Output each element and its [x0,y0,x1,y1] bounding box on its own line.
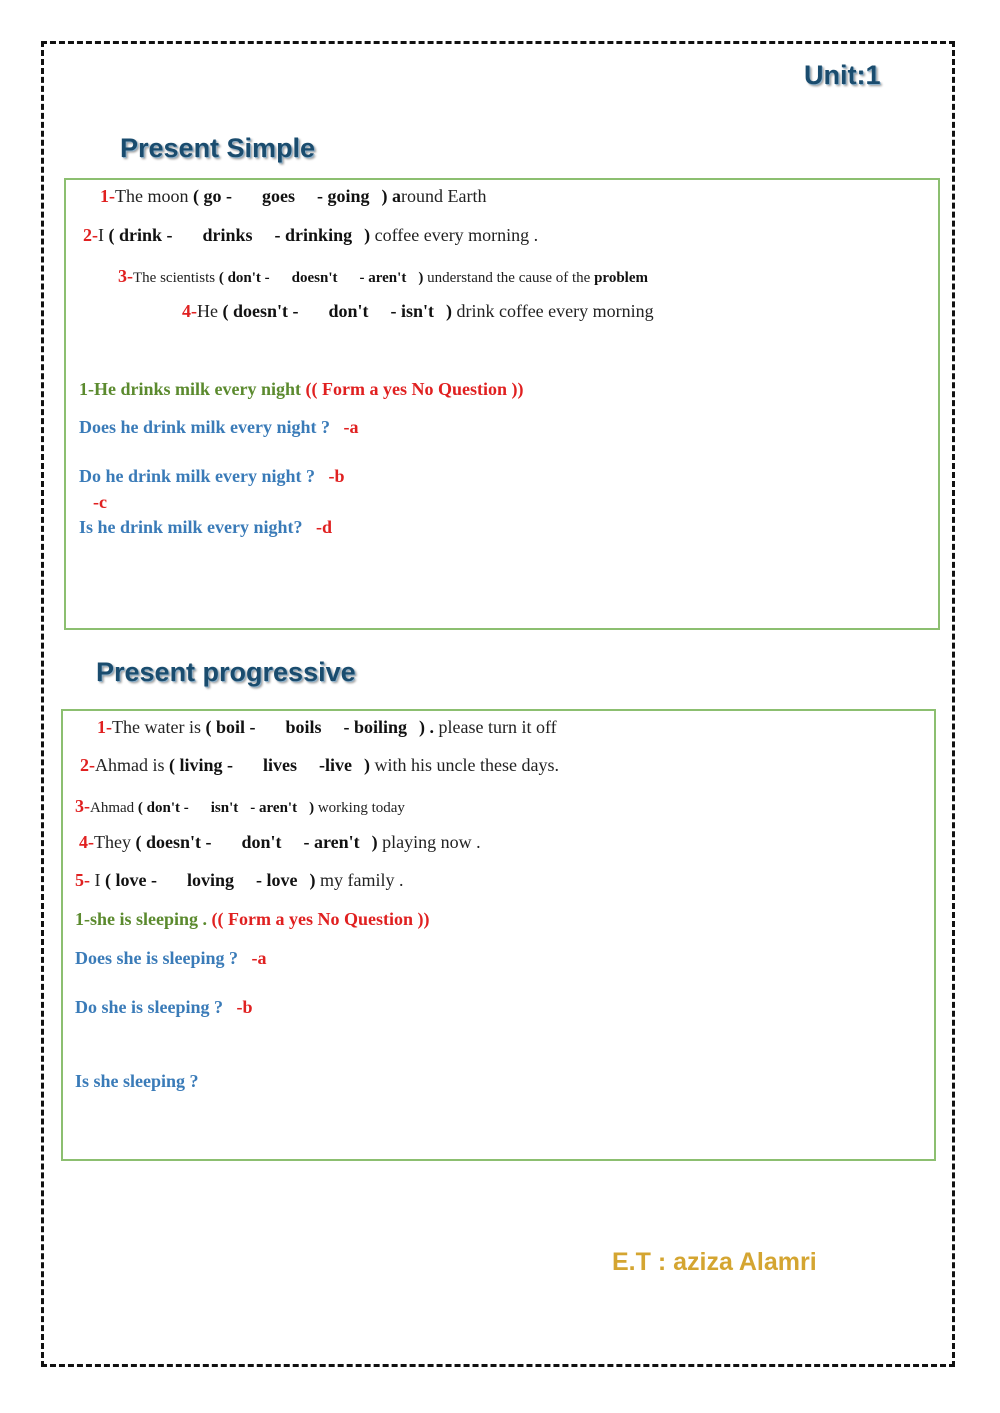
option[interactable]: ( don't - [218,270,270,286]
present-simple-title: Present Simple [120,133,316,163]
pp-item-4: 4-They ( doesn't - don't - aren't ) playing now . [79,832,481,852]
option[interactable]: lives [263,755,298,775]
ps-item-3: 3-The scientists ( don't - doesn't - aren't ) understand the cause of the problem [118,266,648,286]
option[interactable]: - going [317,186,370,206]
present-progressive-title: Present progressive [96,657,356,687]
author-credit: E.T : aziza Alamri [612,1248,817,1276]
unit-title: Unit:1 [804,60,881,90]
ps-item-1: 1-The moon ( go - goes - going ) around Earth [100,186,487,206]
pp-item-2: 2-Ahmad is ( living - lives -live ) with his uncle these days. [80,755,559,775]
option[interactable]: ( go - [193,186,232,206]
ps-choice-a[interactable]: Does he drink milk every night ? -a [79,417,359,437]
option[interactable]: don't [241,832,282,852]
pp-question: 1-she is sleeping . (( Form a yes No Question )) [75,909,430,929]
pp-item-3: 3-Ahmad ( don't - isn't - aren't ) working today [75,796,405,816]
option[interactable]: loving [186,870,234,890]
ps-choice-d[interactable]: Is he drink milk every night? -d [79,517,333,537]
ps-choice-b[interactable]: Do he drink milk every night ? -b [79,466,345,486]
pp-choice-b[interactable]: Do she is sleeping ? -b [75,997,253,1017]
present-progressive-box [61,709,936,1161]
ps-question: 1-He drinks milk every night (( Form a yes No Question )) [79,379,524,399]
option[interactable]: - love [256,870,298,890]
pp-choice-c[interactable]: Is she sleeping ? [75,1071,199,1091]
option[interactable]: ( drink - [108,225,173,245]
ps-item-2: 2-I ( drink - drinks - drinking ) coffee every morning . [83,225,539,245]
option[interactable]: ( boil - [205,717,256,737]
pp-choice-a[interactable]: Does she is sleeping ? -a [75,948,267,968]
option[interactable]: drinks [202,225,253,245]
option[interactable]: boils [285,717,322,737]
pp-item-1: 1-The water is ( boil - boils - boiling ) . please turn it off [97,717,557,737]
option[interactable]: doesn't [291,270,338,286]
option[interactable]: ( doesn't - [135,832,212,852]
option[interactable]: - aren't [250,800,298,816]
option[interactable]: - aren't [303,832,360,852]
pp-item-5: 5- I ( love - loving - love ) my family . [75,870,404,890]
option[interactable]: - aren't [359,270,407,286]
option[interactable]: ( love - [105,870,157,890]
option[interactable]: goes [262,186,295,206]
option[interactable]: ( doesn't - [222,301,299,321]
option[interactable]: isn't [210,800,239,816]
option[interactable]: - drinking [274,225,353,245]
option[interactable]: don't [328,301,369,321]
option[interactable]: ( don't - [137,800,189,816]
ps-choice-c[interactable]: -c [93,492,107,512]
ps-item-4: 4-He ( doesn't - don't - isn't ) drink coffee every morning [182,301,654,321]
option[interactable]: -live [319,755,353,775]
option[interactable]: ( living - [169,755,234,775]
option[interactable]: - boiling [343,717,408,737]
option[interactable]: - isn't [390,301,435,321]
